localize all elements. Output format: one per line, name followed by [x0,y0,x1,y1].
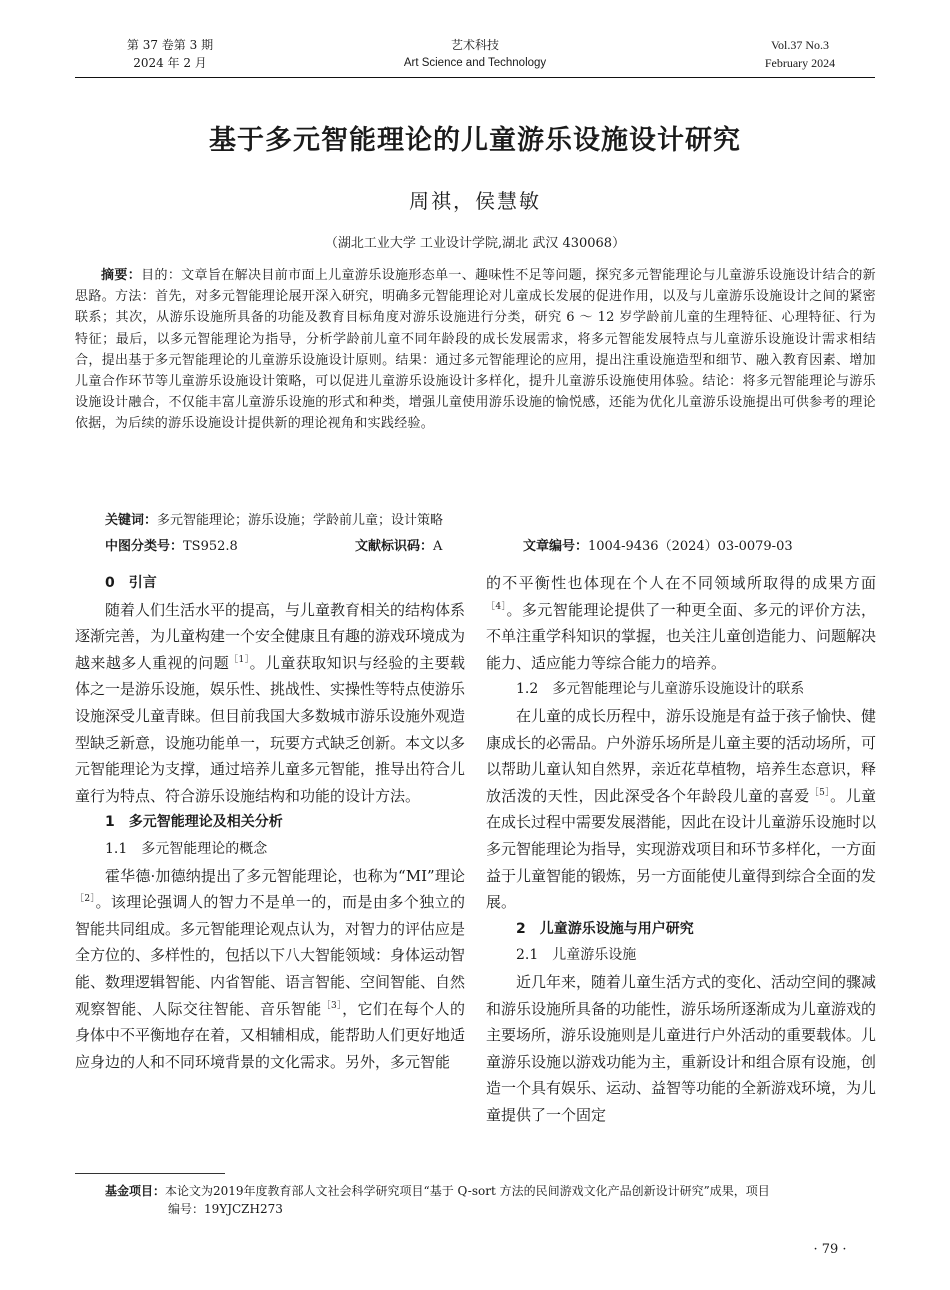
classification-row [105,535,875,555]
funding-text-2: 编号：19YJCZH273 [168,1202,283,1216]
citation: ［5］ [809,787,831,798]
keywords-label: 关键词： [105,513,158,528]
keywords-text: 多元智能理论；游乐设施；学龄前儿童；设计策略 [157,513,444,528]
header-rule [75,77,875,78]
abstract-label: 摘要： [101,268,142,283]
running-header [75,36,875,78]
paragraph: 近几年来，随着儿童生活方式的变化、活动空间的骤减和游乐设施所具备的功能性，游乐场所逐渐成为儿童游戏的主要场所，游乐设施则是儿童进行户外活动的重要载体。儿童游乐设施以游戏功能为主，重新设计和组合原有设施，创造一个具有娱乐、运动、益智等功能的全新游戏环境，为儿童提供了一个固定 [486,972,877,1124]
citation: ［2］ [75,894,96,905]
header-right: Vol.37 No.3 February 2024 [764,38,836,70]
paragraph: 随着人们生活水平的提高，与儿童教育相关的结构体系逐渐完善，为儿童构建一个安全健康且有趣的游戏环境成为越来越多人重视的问题$^{[1]}$。儿童获取知识与经验的主要载体之一是游乐设施，娱乐性、挑战性、实操性等特点使游乐设施深受儿童青睐。但目前我国大多数城市游乐设施外观造型缺乏新意，设施功能单一，玩要方式缺乏创新。本文以多元智能理论为支撑，通过培养儿童多元智能，推导出符合儿童行为特点、符合游乐设施结构和功能的设计方法。 [75,600,466,805]
affiliation: （湖北工业大学 工业设计学院,湖北 武汉 430068） [324,236,626,251]
keywords [105,509,875,528]
section-heading-2: 2 儿童游乐设施与用户研究 [516,920,694,937]
authors: 周祺，侯慧敏 [409,189,541,213]
subsection-heading-2-1: 2.1 儿童游乐设施 [516,947,637,964]
paragraph: 霍华德·加德纳提出了多元智能理论，也称为“MI”理论$^{[2]}$。该理论强调人的智力不是单一的，而是由多个独立的智能共同组成。多元智能理论观点认为，对智力的评估应是全方位的、多样性的，包括以下八大智能领域：身体运动智能、数理逻辑智能、内省智能、语言智能、空间智能、自然观察智能、人际交往智能、音乐智能$^{[3]}$，它们在每个人的身体中不平衡地存在着，又相辅相成，能帮助人们更好地适应身边的人和不同环境背景的文化需求。另外，多元智能 [75,866,466,1071]
abstract [75,265,876,435]
right-column [486,570,876,1128]
section-heading-0: 0 引言 [105,575,157,591]
citation: ［1］ [229,654,250,665]
footnote-rule [75,1173,225,1174]
section-heading-1: 1 多元智能理论及相关分析 [105,814,283,831]
funding-text: 本论文为2019年度教育部人文社会科学研究项目“基于 Q-sort 方法的民间游戏文化产品创新设计研究”成果，项目 [165,1184,770,1198]
abstract-text: 目的：文章旨在解决目前市面上儿童游乐设施形态单一、趣味性不足等问题，探究多元智能理论与儿童游乐设施设计结合的新思路。方法：首先，对多元智能理论展开深入研究，明确多元智能理论对儿童成长发展的促进作用，以及与儿童游乐设施设计之间的紧密联系；其次，从游乐设施所具备的功能及教育目标角度对游乐设施进行分类，研究 6 ～ 12 岁学龄前儿童的生理特征、心理特征、行为特征；最后，以多元智能理论为指导，分析学龄前儿童不同年龄段的成长发展需求，将多元智能发展特点与儿童游乐设施设计需求相结合，提出基于多元智能理论的儿童游乐设施设计原则。结果：通过多元智能理论的应用，提出注重设施造型和细节、融入教育因素、增加儿童合作环节等儿童游乐设施设计策略，可以促进儿童游乐设施设计多样化，提升儿童游乐设施使用体验。结论：将多元智能理论与游乐设施设计融合，不仅能丰富儿童游乐设施的形式和种类，增强儿童使用游乐设施的愉悦感，还能为优化儿童游乐设施提出可供参考的理论依据，为后续的游乐设施设计提供新的理论视角和实践经验。 [75,268,876,432]
funding-footnote [105,1182,875,1218]
document-code: 文献标识码：A [355,539,443,554]
citation: ［3］ [321,1000,343,1011]
citation: ［4］ [486,601,507,612]
paragraph: 的不平衡性也体现在个人在不同领域所取得的成果方面$^{[4]}$。多元智能理论提供了一种更全面、多元的评价方法，不单注重学科知识的掌握，也关注儿童创造能力、问题解决能力、适应能力等综合能力的培养。 [486,574,877,672]
paragraph: 在儿童的成长历程中，游乐设施是有益于孩子愉快、健康成长的必需品。户外游乐场所是儿童主要的活动场所，可以帮助儿童认知自然界，亲近花草植物，培养生态意识，释放活泼的天性，因此深受各个年龄段儿童的喜爱$^{[5]}$。儿童在成长过程中需要发展潜能，因此在设计儿童游乐设施时以多元智能理论为指导，实现游戏项目和环节多样化，一方面益于儿童智能的锻炼，另一方面能使儿童得到综合全面的发展。 [486,706,877,912]
funding-label: 基金项目： [105,1184,166,1198]
paper-title: 基于多元智能理论的儿童游乐设施设计研究 [209,125,741,156]
left-column [75,570,465,1075]
page-number: · 79 · [813,1242,847,1257]
header-left: 第 37 卷第 3 期 2024 年 2 月 [126,38,214,70]
subsection-heading-1-2: 1.2 多元智能理论与儿童游乐设施设计的联系 [516,681,805,698]
article-number: 文章编号：1004-9436（2024）03-0079-03 [523,539,793,554]
subsection-heading-1-1: 1.1 多元智能理论的概念 [105,840,268,857]
clc-number: 中图分类号：TS952.8 [105,539,238,554]
header-center: 艺术科技 Art Science and Technology [403,38,547,69]
